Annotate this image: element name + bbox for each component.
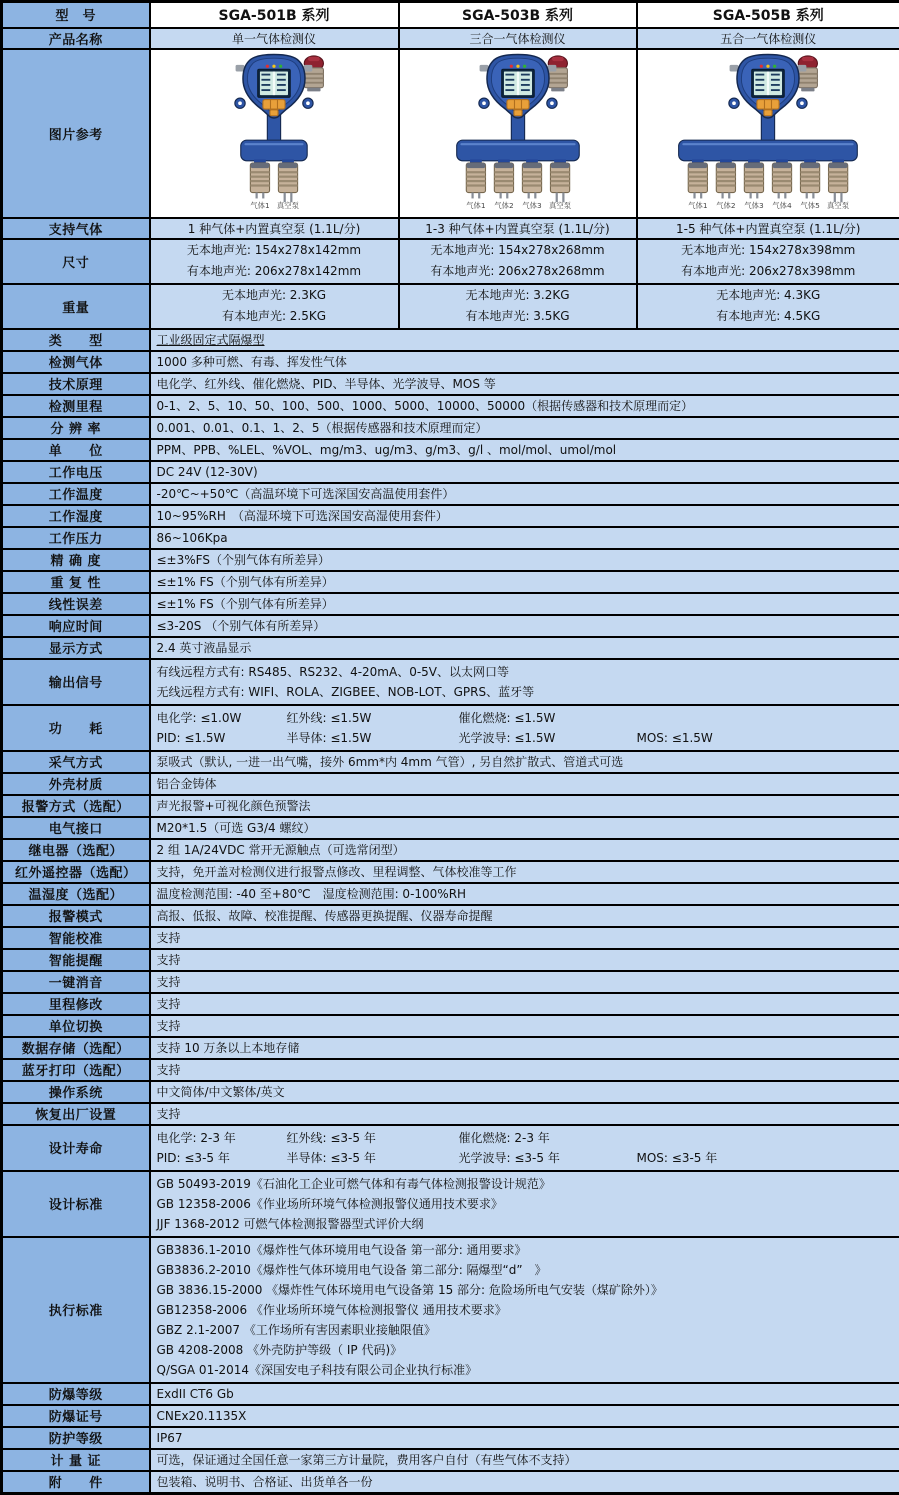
spec-value	[150, 1081, 899, 1103]
spec-row	[2, 483, 899, 505]
spec-value	[150, 527, 899, 549]
spec-row	[2, 527, 899, 549]
spec-value	[150, 795, 899, 817]
spec-value-line: GB3836.2-2010《爆炸性气体环境用电气设备 第二部分: 隔爆型“d” 》	[157, 1260, 894, 1280]
weight-line: 无本地声光: 4.3KG	[644, 285, 894, 306]
spec-label: 工作湿度	[2, 505, 150, 527]
spec-row	[2, 1427, 899, 1449]
spec-value-line	[157, 728, 894, 748]
spec-value	[150, 461, 899, 483]
spec-label: 计 量 证	[2, 1449, 150, 1471]
gas-value-2: 1-3 种气体+内置真空泵 (1.1L/分)	[399, 218, 637, 239]
spec-row	[2, 373, 899, 395]
spec-value-segment: 半导体: ≤1.5W	[287, 728, 459, 748]
spec-value	[150, 483, 899, 505]
spec-label: 功 耗	[2, 705, 150, 751]
spec-value-line	[157, 708, 894, 728]
size-line: 无本地声光: 154x278x398mm	[644, 240, 894, 261]
spec-value-segment: PID: ≤3-5 年	[157, 1148, 287, 1168]
spec-row	[2, 1081, 899, 1103]
spec-value-line: 支持	[157, 972, 894, 992]
spec-row	[2, 773, 899, 795]
spec-label: 技术原理	[2, 373, 150, 395]
spec-label: 重 复 性	[2, 571, 150, 593]
gas-value-3: 1-5 种气体+内置真空泵 (1.1L/分)	[637, 218, 899, 239]
spec-value-line: GB12358-2006 《作业场所环境气体检测报警仪 通用技术要求》	[157, 1300, 894, 1320]
size-row	[2, 239, 899, 284]
product-row-label: 产品名称	[2, 28, 150, 49]
spec-row	[2, 905, 899, 927]
product-image-3	[638, 53, 899, 214]
spec-row	[2, 395, 899, 417]
spec-value-line: JJF 1368-2012 可燃气体检测报警器型式评价大纲	[157, 1214, 894, 1234]
svg-text:气体5: 气体5	[801, 201, 821, 210]
spec-value-segment: 红外线: ≤1.5W	[287, 708, 459, 728]
spec-value-line: 有线远程方式有: RS485、RS232、4-20mA、0-5V、以太网口等	[157, 662, 894, 682]
spec-value	[150, 1237, 899, 1383]
spec-value-line: 无线远程方式有: WIFI、ROLA、ZIGBEE、NOB-LOT、GPRS、蓝牙等	[157, 682, 894, 702]
gas-detector-illustration	[672, 53, 864, 211]
weight-row-label: 重量	[2, 284, 150, 329]
spec-value	[150, 549, 899, 571]
spec-value-line: GB 4208-2008 《外壳防护等级（ IP 代码)》	[157, 1340, 894, 1360]
spec-value-line: GB 3836.15-2000 《爆炸性气体环境用电气设备第 15 部分: 危险场所电气安装（煤矿除外）》	[157, 1280, 894, 1300]
spec-label: 采气方式	[2, 751, 150, 773]
spec-label: 继电器（选配）	[2, 839, 150, 861]
spec-row	[2, 637, 899, 659]
spec-row	[2, 615, 899, 637]
spec-row	[2, 883, 899, 905]
spec-value	[150, 993, 899, 1015]
spec-value-line: 支持	[157, 994, 894, 1014]
spec-label: 类 型	[2, 329, 150, 351]
model-name-2: SGA-503B 系列	[399, 2, 637, 28]
spec-value	[150, 861, 899, 883]
spec-value	[150, 1405, 899, 1427]
spec-value	[150, 949, 899, 971]
spec-row	[2, 659, 899, 705]
spec-label: 输出信号	[2, 659, 150, 705]
spec-value	[150, 395, 899, 417]
spec-value	[150, 1383, 899, 1405]
svg-text:气体2: 气体2	[494, 201, 513, 210]
spec-value	[150, 1471, 899, 1494]
spec-value-line: 电化学、红外线、催化燃烧、PID、半导体、光学波导、MOS 等	[157, 374, 894, 394]
product-name-3: 五合一气体检测仪	[637, 28, 899, 49]
svg-text:真空泵: 真空泵	[549, 201, 572, 210]
spec-value	[150, 705, 899, 751]
spec-value	[150, 571, 899, 593]
spec-label: 单 位	[2, 439, 150, 461]
spec-value-segment: 催化燃烧: 2-3 年	[459, 1128, 637, 1148]
image-row	[2, 49, 899, 218]
spec-value-line: 支持	[157, 950, 894, 970]
spec-label: 温湿度（选配）	[2, 883, 150, 905]
spec-row	[2, 1059, 899, 1081]
spec-value-line: 0-1、2、5、10、50、100、500、1000、5000、10000、50000（根据传感器和技术原理而定）	[157, 396, 894, 416]
weight-value-1	[150, 284, 399, 329]
spec-row	[2, 795, 899, 817]
size-row-label: 尺寸	[2, 239, 150, 284]
spec-label: 工作压力	[2, 527, 150, 549]
spec-label: 分 辨 率	[2, 417, 150, 439]
weight-line: 无本地声光: 2.3KG	[157, 285, 392, 306]
gas-row-label: 支持气体	[2, 218, 150, 239]
spec-row	[2, 993, 899, 1015]
size-line: 有本地声光: 206x278x142mm	[157, 261, 392, 282]
spec-value-line: 2 组 1A/24VDC 常开无源触点（可选常闭型）	[157, 840, 894, 860]
spec-value-line: 泵吸式（默认, 一进一出气嘴，接外 6mm*内 4mm 气管）, 另自然扩散式、管道式可选	[157, 752, 894, 772]
spec-value-line: ≤±1% FS（个别气体有所差异）	[157, 594, 894, 614]
spec-value-segment: 光学波导: ≤1.5W	[459, 728, 637, 748]
spec-value	[150, 1427, 899, 1449]
spec-label: 报警模式	[2, 905, 150, 927]
spec-value	[150, 1125, 899, 1171]
spec-label: 响应时间	[2, 615, 150, 637]
spec-label: 红外遥控器（选配）	[2, 861, 150, 883]
size-value-3	[637, 239, 899, 284]
spec-row	[2, 1449, 899, 1471]
spec-row	[2, 751, 899, 773]
spec-value-line: 中文简体/中文繁体/英文	[157, 1082, 894, 1102]
weight-line: 有本地声光: 3.5KG	[406, 306, 630, 327]
spec-value-line: ≤±1% FS（个别气体有所差异）	[157, 572, 894, 592]
spec-value	[150, 351, 899, 373]
spec-row	[2, 1125, 899, 1171]
spec-value-line: 支持，免开盖对检测仪进行报警点修改、里程调整、气体校准等工作	[157, 862, 894, 882]
spec-value	[150, 839, 899, 861]
weight-line: 无本地声光: 3.2KG	[406, 285, 630, 306]
weight-line: 有本地声光: 2.5KG	[157, 306, 392, 327]
spec-value-line: CNEx20.1135X	[157, 1406, 894, 1426]
spec-value	[150, 905, 899, 927]
spec-label: 防爆证号	[2, 1405, 150, 1427]
spec-label: 设计寿命	[2, 1125, 150, 1171]
spec-value-line: ExdII CT6 Gb	[157, 1384, 894, 1404]
supported-gas-row	[2, 218, 899, 239]
spec-value-line: ≤3-20S （个别气体有所差异）	[157, 616, 894, 636]
svg-text:气体3: 气体3	[744, 201, 764, 210]
gas-value-1: 1 种气体+内置真空泵 (1.1L/分)	[150, 218, 399, 239]
spec-label: 里程修改	[2, 993, 150, 1015]
spec-row	[2, 705, 899, 751]
spec-label: 电气接口	[2, 817, 150, 839]
spec-row	[2, 1383, 899, 1405]
spec-label: 设计标准	[2, 1171, 150, 1237]
spec-value-segment: 红外线: ≤3-5 年	[287, 1128, 459, 1148]
spec-row	[2, 549, 899, 571]
spec-label: 精 确 度	[2, 549, 150, 571]
product-name-row	[2, 28, 899, 49]
spec-value-line: 2.4 英寸液晶显示	[157, 638, 894, 658]
spec-row	[2, 1037, 899, 1059]
svg-text:气体2: 气体2	[716, 201, 735, 210]
spec-label: 蓝牙打印（选配）	[2, 1059, 150, 1081]
spec-value-line	[157, 1148, 894, 1168]
spec-value-line: GBZ 2.1-2007 《工作场所有害因素职业接触限值》	[157, 1320, 894, 1340]
spec-row	[2, 1471, 899, 1494]
product-image-cell-2	[399, 49, 637, 218]
spec-row	[2, 949, 899, 971]
spec-label: 线性误差	[2, 593, 150, 615]
spec-label: 工作温度	[2, 483, 150, 505]
spec-value-line: 支持 10 万条以上本地存储	[157, 1038, 894, 1058]
spec-row	[2, 927, 899, 949]
spec-row	[2, 593, 899, 615]
spec-value	[150, 417, 899, 439]
spec-value-segment: MOS: ≤3-5 年	[637, 1148, 718, 1168]
spec-row	[2, 971, 899, 993]
spec-value-segment: PID: ≤1.5W	[157, 728, 287, 748]
spec-value	[150, 373, 899, 395]
weight-value-2	[399, 284, 637, 329]
spec-value	[150, 1059, 899, 1081]
spec-value	[150, 615, 899, 637]
spec-value-line: 1000 多种可燃、有毒、挥发性气体	[157, 352, 894, 372]
spec-value-line: 支持	[157, 1104, 894, 1124]
spec-row	[2, 461, 899, 483]
svg-text:气体3: 气体3	[522, 201, 542, 210]
size-line: 无本地声光: 154x278x268mm	[406, 240, 630, 261]
spec-value-line: 支持	[157, 928, 894, 948]
spec-row	[2, 351, 899, 373]
spec-value	[150, 751, 899, 773]
spec-value-line: GB3836.1-2010《爆炸性气体环境用电气设备 第一部分: 通用要求》	[157, 1240, 894, 1260]
spec-label: 显示方式	[2, 637, 150, 659]
spec-value-segment: 电化学: 2-3 年	[157, 1128, 287, 1148]
spec-value-line: 温度检测范围: -40 至+80℃ 湿度检测范围: 0-100%RH	[157, 884, 894, 904]
spec-label: 防爆等级	[2, 1383, 150, 1405]
spec-value	[150, 1103, 899, 1125]
image-row-label: 图片参考	[2, 49, 150, 218]
spec-row	[2, 417, 899, 439]
gas-detector-illustration	[422, 53, 614, 211]
spec-value	[150, 927, 899, 949]
spec-value	[150, 883, 899, 905]
product-image-cell-1	[150, 49, 399, 218]
spec-value-line: 可选，保证通过全国任意一家第三方计量院，费用客户自付（有些气体不支持）	[157, 1450, 894, 1470]
spec-row	[2, 439, 899, 461]
spec-value-line: IP67	[157, 1428, 894, 1448]
spec-value-line: GB 12358-2006《作业场所环境气体检测报警仪通用技术要求》	[157, 1194, 894, 1214]
spec-value-line: PPM、PPB、%LEL、%VOL、mg/m3、ug/m3、g/m3、g/l 、mol/mol、umol/mol	[157, 440, 894, 460]
spec-label: 智能校准	[2, 927, 150, 949]
spec-value-line: DC 24V (12-30V)	[157, 462, 894, 482]
spec-label: 一键消音	[2, 971, 150, 993]
spec-label: 附 件	[2, 1471, 150, 1494]
model-row	[2, 2, 899, 28]
svg-text:真空泵: 真空泵	[827, 201, 850, 210]
spec-row	[2, 839, 899, 861]
product-name-2: 三合一气体检测仪	[399, 28, 637, 49]
spec-label: 执行标准	[2, 1237, 150, 1383]
model-name-3: SGA-505B 系列	[637, 2, 899, 28]
spec-label: 工作电压	[2, 461, 150, 483]
model-name-1: SGA-501B 系列	[150, 2, 399, 28]
spec-value-segment: 半导体: ≤3-5 年	[287, 1148, 459, 1168]
size-line: 有本地声光: 206x278x268mm	[406, 261, 630, 282]
product-image-1	[151, 53, 398, 214]
svg-text:气体1: 气体1	[688, 201, 708, 210]
spec-label: 防护等级	[2, 1427, 150, 1449]
spec-label: 检测气体	[2, 351, 150, 373]
spec-value-segment: 催化燃烧: ≤1.5W	[459, 708, 637, 728]
weight-line: 有本地声光: 4.5KG	[644, 306, 894, 327]
size-line: 有本地声光: 206x278x398mm	[644, 261, 894, 282]
spec-value-line: 支持	[157, 1016, 894, 1036]
spec-value-segment: MOS: ≤1.5W	[637, 728, 713, 748]
spec-value-line: 高报、低报、故障、校准提醒、传感器更换提醒、仪器寿命提醒	[157, 906, 894, 926]
product-image-cell-3	[637, 49, 899, 218]
spec-row	[2, 1171, 899, 1237]
spec-value-line	[157, 1128, 894, 1148]
spec-value	[150, 329, 899, 351]
spec-row	[2, 861, 899, 883]
spec-row	[2, 817, 899, 839]
spec-label: 数据存储（选配）	[2, 1037, 150, 1059]
svg-text:气体1: 气体1	[466, 201, 486, 210]
size-value-2	[399, 239, 637, 284]
spec-value	[150, 593, 899, 615]
size-line: 无本地声光: 154x278x142mm	[157, 240, 392, 261]
model-row-label: 型 号	[2, 2, 150, 28]
spec-value-line: 声光报警+可视化颜色预警法	[157, 796, 894, 816]
spec-value-line: ≤±3%FS（个别气体有所差异）	[157, 550, 894, 570]
spec-value-line: GB 50493-2019《石油化工企业可燃气体和有毒气体检测报警设计规范》	[157, 1174, 894, 1194]
size-value-1	[150, 239, 399, 284]
spec-value	[150, 1015, 899, 1037]
spec-row	[2, 1103, 899, 1125]
spec-value-segment: 电化学: ≤1.0W	[157, 708, 287, 728]
svg-text:真空泵: 真空泵	[277, 201, 300, 210]
spec-value	[150, 971, 899, 993]
spec-value	[150, 439, 899, 461]
spec-label: 单位切换	[2, 1015, 150, 1037]
spec-label: 智能提醒	[2, 949, 150, 971]
spec-value	[150, 1037, 899, 1059]
spec-value-line: 铝合金铸体	[157, 774, 894, 794]
spec-label: 操作系统	[2, 1081, 150, 1103]
spec-row	[2, 1237, 899, 1383]
spec-value-line: 包装箱、说明书、合格证、出货单各一份	[157, 1472, 894, 1492]
spec-value-line: 10~95%RH （高湿环境下可选深国安高湿使用套件）	[157, 506, 894, 526]
spec-row	[2, 505, 899, 527]
spec-label: 报警方式（选配）	[2, 795, 150, 817]
spec-value	[150, 1449, 899, 1471]
spec-value-line: 支持	[157, 1060, 894, 1080]
svg-text:气体4: 气体4	[773, 201, 793, 210]
spec-value-line: 86~106Kpa	[157, 528, 894, 548]
svg-text:气体1: 气体1	[250, 201, 270, 210]
spec-row	[2, 329, 899, 351]
product-image-2	[400, 53, 636, 214]
spec-row	[2, 1405, 899, 1427]
spec-value	[150, 637, 899, 659]
spec-row	[2, 571, 899, 593]
spec-value	[150, 505, 899, 527]
spec-value-line: Q/SGA 01-2014《深国安电子科技有限公司企业执行标准》	[157, 1360, 894, 1380]
spec-value	[150, 659, 899, 705]
spec-value-line: 工业级固定式隔爆型	[157, 330, 894, 350]
spec-row	[2, 1015, 899, 1037]
spec-value	[150, 773, 899, 795]
weight-row	[2, 284, 899, 329]
spec-label: 恢复出厂设置	[2, 1103, 150, 1125]
spec-label: 外壳材质	[2, 773, 150, 795]
spec-value-segment: 光学波导: ≤3-5 年	[459, 1148, 637, 1168]
spec-value-line: -20℃~+50℃（高温环境下可选深国安高温使用套件）	[157, 484, 894, 504]
weight-value-3	[637, 284, 899, 329]
spec-label: 检测里程	[2, 395, 150, 417]
product-name-1: 单一气体检测仪	[150, 28, 399, 49]
spec-value-line: M20*1.5（可选 G3/4 螺纹）	[157, 818, 894, 838]
spec-value	[150, 817, 899, 839]
spec-value	[150, 1171, 899, 1237]
spec-value-line: 0.001、0.01、0.1、1、2、5（根据传感器和技术原理而定）	[157, 418, 894, 438]
gas-detector-illustration	[178, 53, 370, 211]
